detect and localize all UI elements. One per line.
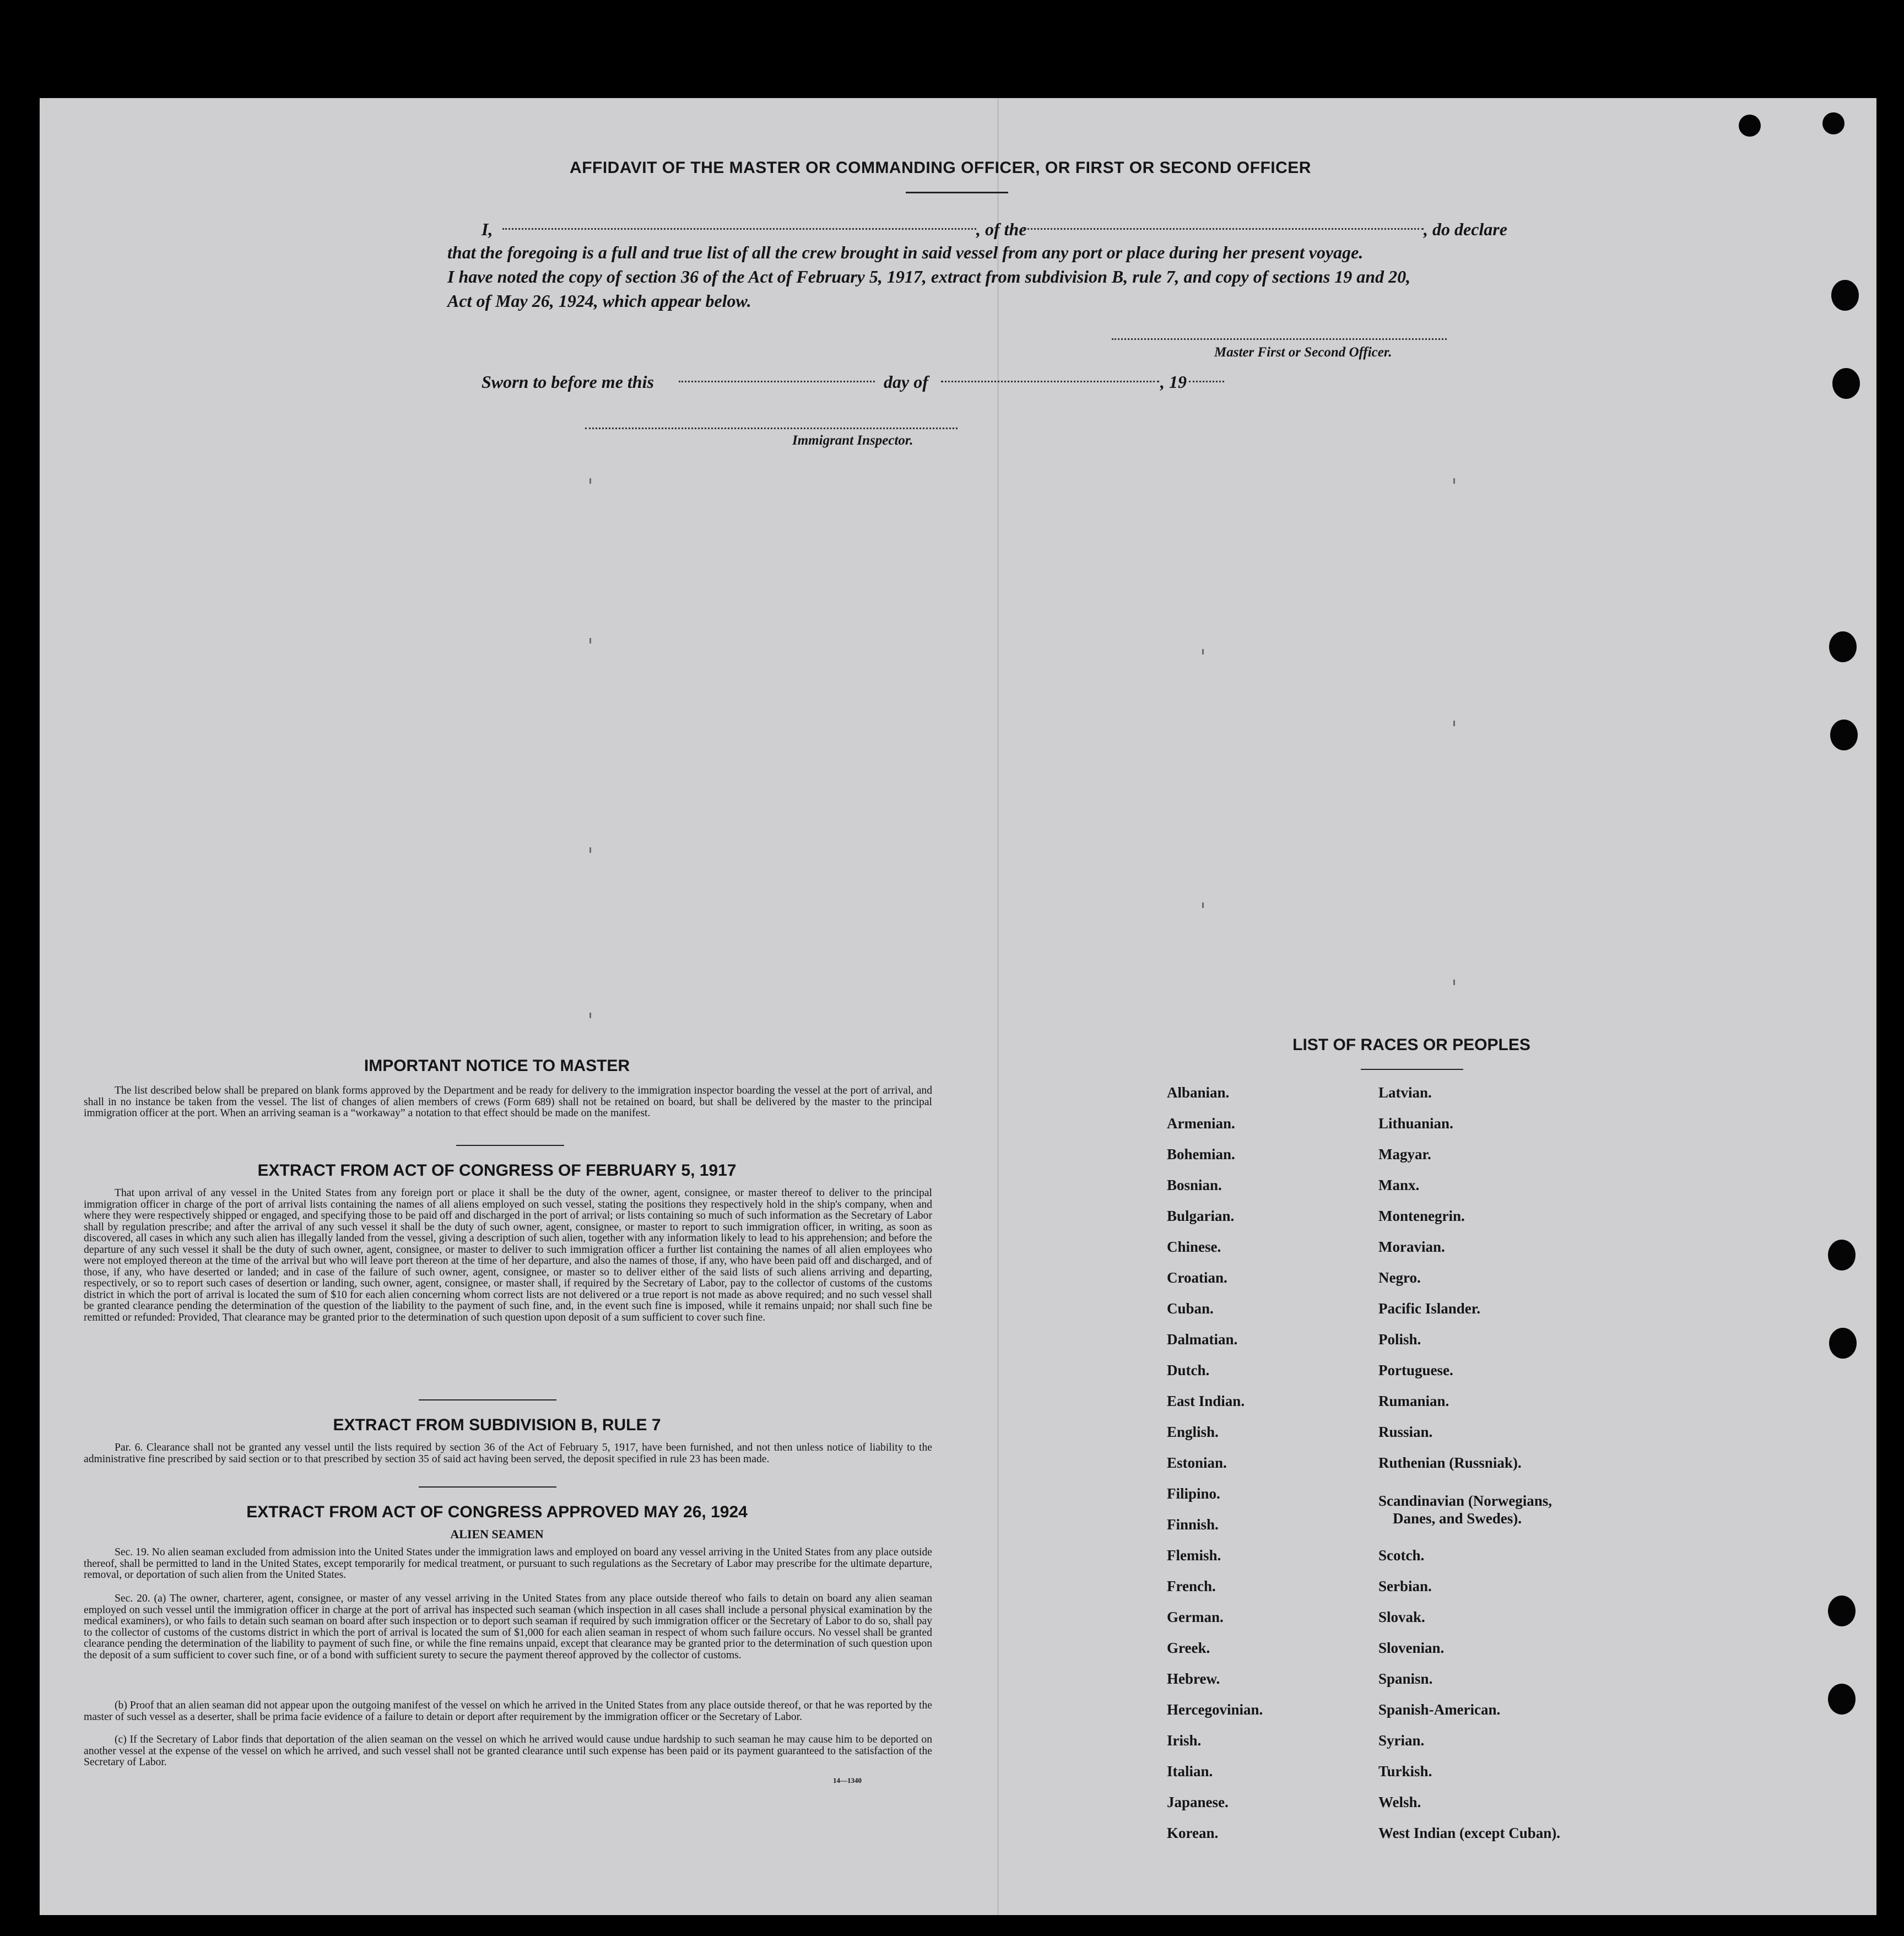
- race-item: Italian.: [1167, 1763, 1213, 1780]
- inspector-signature-field[interactable]: [585, 428, 958, 429]
- race-item: Negro.: [1378, 1269, 1421, 1286]
- extract-1917-title: EXTRACT FROM ACT OF CONGRESS OF FEBRUARY 5, 1917: [257, 1161, 737, 1180]
- race-item: Finnish.: [1167, 1516, 1219, 1533]
- of-the-label: , of the: [976, 219, 1027, 239]
- page-fold: [997, 98, 999, 1915]
- form-sheet: [40, 98, 1876, 1915]
- race-item: Rumanian.: [1378, 1393, 1449, 1409]
- subdivision-b-text: Par. 6. Clearance shall not be granted any vessel until the lists required by section 36 of the Act of February 5, 1917, have been furnished, and not then unless notice of liability to the administrative fine prescribed by said section or to that prescribed by section 35 of said act having been served, the deposit specified in rule 23 has been made.: [84, 1442, 932, 1465]
- race-item: Manx.: [1378, 1177, 1420, 1193]
- race-item: Korean.: [1167, 1825, 1219, 1841]
- sec-20b-text: (b) Proof that an alien seaman did not appear upon the outgoing manifest of the vessel on which he arrived in the United States from any place outside thereof, or that he was reported by the master of such vessel as a deserter, shall be prima facie evidence of a failure to detain or deport after requirement by the immigration officer or the Secretary of Labor.: [84, 1700, 932, 1723]
- race-item: Albanian.: [1167, 1084, 1230, 1101]
- column-marker: [1202, 649, 1204, 655]
- inspector-label: Immigrant Inspector.: [792, 433, 913, 448]
- affidavit-line-2: that the foregoing is a full and true list of all the crew brought in said vessel from any port or place during her present voyage.: [447, 242, 1364, 262]
- affidavit-line-4: Act of May 26, 1924, which appear below.: [447, 291, 751, 311]
- punch-hole: [1822, 112, 1844, 134]
- subdivision-b-title: EXTRACT FROM SUBDIVISION B, RULE 7: [333, 1416, 661, 1434]
- race-item: Armenian.: [1167, 1115, 1235, 1132]
- extract-1924-title: EXTRACT FROM ACT OF CONGRESS APPROVED MAY 26, 1924: [246, 1503, 748, 1521]
- column-marker: [589, 1013, 591, 1018]
- race-item: Estonian.: [1167, 1454, 1227, 1471]
- race-item: Flemish.: [1167, 1547, 1221, 1564]
- sec-20c-text: (c) If the Secretary of Labor finds that deportation of the alien seaman on the vessel on which he arrived would cause undue hardship to such seaman he may cause him to be deported on another vessel at the expense of the vessel on which he arrived, and such vessel shall not be granted clearance until such expense has been paid or its payment guaranteed to the satisfaction of the Secretary of Labor.: [84, 1734, 932, 1768]
- column-marker: [1453, 478, 1455, 484]
- race-item: Japanese.: [1167, 1794, 1229, 1810]
- race-item: French.: [1167, 1578, 1216, 1594]
- race-item: Irish.: [1167, 1732, 1202, 1749]
- year-label: , 19: [1160, 372, 1187, 392]
- race-item: Lithuanian.: [1378, 1115, 1453, 1132]
- race-item: German.: [1167, 1609, 1224, 1625]
- race-item: Hercegovinian.: [1167, 1701, 1263, 1718]
- race-item: Slovenian.: [1378, 1640, 1445, 1656]
- punch-hole: [1828, 1240, 1856, 1270]
- race-item: Latvian.: [1378, 1084, 1432, 1101]
- punch-hole: [1828, 1684, 1856, 1715]
- race-item: Montenegrin.: [1378, 1208, 1465, 1224]
- column-marker: [1202, 902, 1204, 908]
- column-marker: [1453, 980, 1455, 985]
- section-rule: [456, 1145, 564, 1146]
- notice-title: IMPORTANT NOTICE TO MASTER: [364, 1057, 630, 1075]
- affidavit-line-3: I have noted the copy of section 36 of the Act of February 5, 1917, extract from subdivision B, rule 7, and copy of sections 19 and 20,: [447, 267, 1411, 286]
- race-item: Filipino.: [1167, 1485, 1220, 1502]
- master-signature-field[interactable]: [1112, 338, 1447, 340]
- race-item: Dutch.: [1167, 1362, 1210, 1378]
- punch-hole: [1832, 368, 1860, 399]
- race-item: Croatian.: [1167, 1269, 1227, 1286]
- race-item: Welsh.: [1378, 1794, 1421, 1810]
- race-item: Greek.: [1167, 1640, 1210, 1656]
- column-marker: [589, 478, 591, 484]
- race-item: Cuban.: [1167, 1300, 1214, 1317]
- punch-hole: [1828, 1596, 1856, 1626]
- do-declare-label: , do declare: [1424, 219, 1507, 239]
- extract-1917-text: That upon arrival of any vessel in the United States from any foreign port or place it shall be the duty of the owner, agent, consignee, or master thereof to deliver to the principal immigration officer in charge of the port of arrival lists containing the names of all aliens employed on such vessel, stating the positions they respectively hold in the ship's company, when and where they were respectively shipped or engaged, and specifying those to be paid off and discharged in the port of arrival; or lists containing so much of such information as the Secretary of Labor shall by regulation prescribe; and after the arrival of any such vessel it shall be the duty of such owner, agent, consignee, or master to report to such immigration officer, in writing, as soon as discovered, all cases in which any such alien has illegally landed from the vessel, giving a description of such alien, together with any information likely to lead to his apprehension; and before the departure of any such vessel it shall be the duty of such owner, agent, consignee, or master to deliver to such immigration officer a further list containing the names of all alien employees who were not employed thereon at the time of the arrival but who will leave port thereon at the time of her departure, and also the names of those, if any, who have been paid off and discharged, and of those, if any, who have deserted or landed; and in case of the failure of such owner, agent, consignee, or master so to deliver either of the said lists of such aliens arriving and departing, respectively, or so to report such cases of desertion or landing, such owner, agent, consignee, or master shall, if required by the Secretary of Labor, pay to the collector of customs of the customs district in which the port of arrival is located the sum of $10 for each alien concerning whom correct lists are not delivered or a true report is not made as above required; and no such vessel shall be granted clearance pending the determination of the question of the liability to the payment of such fine, and, in the event such fine is imposed, while it remains unpaid; nor shall such fine be remitted or refunded: Provided, That clearance may be granted prior to the determination of such question upon deposit of a sum sufficient to cover such fine.: [84, 1187, 932, 1323]
- form-number: 14—1340: [833, 1776, 862, 1784]
- race-item: Turkish.: [1378, 1763, 1432, 1780]
- sec-19-text: Sec. 19. No alien seaman excluded from admission into the United States under the immigration laws and employed on board any vessel arriving in the United States from any place outside thereof, shall be permitted to land in the United States, except temporarily for medical treatment, or pursuant to such regulations as the Secretary of Labor may prescribe for the ultimate departure, removal, or deportation of such alien from the United States.: [84, 1546, 932, 1581]
- race-item: Spanish-American.: [1378, 1701, 1501, 1718]
- race-item: West Indian (except Cuban).: [1378, 1825, 1561, 1841]
- race-item: Russian.: [1378, 1424, 1433, 1440]
- sworn-label: Sworn to before me this: [482, 372, 654, 392]
- race-item: Ruthenian (Russniak).: [1378, 1454, 1522, 1471]
- column-marker: [589, 847, 591, 853]
- day-of-label: day of: [884, 372, 928, 392]
- section-rule: [419, 1486, 556, 1488]
- section-rule: [419, 1399, 556, 1400]
- punch-hole: [1739, 115, 1761, 137]
- notice-text: The list described below shall be prepared on blank forms approved by the Department and be ready for delivery to the immigration inspector boarding the vessel at the port of arrival, and shall in no instance be taken from the vessel. The list of changes of alien members of crews (Form 689) shall not be retained on board, but shall be delivered by the master to the principal immigration officer at the port. When an arriving seaman is a “workaway” a notation to that effect should be made on the manifest.: [84, 1085, 932, 1119]
- master-signature-label: Master First or Second Officer.: [1214, 345, 1392, 360]
- race-item: Portuguese.: [1378, 1362, 1453, 1378]
- affidavit-i-label: I,: [482, 219, 493, 239]
- race-item: Bohemian.: [1167, 1146, 1235, 1162]
- race-item: Syrian.: [1378, 1732, 1425, 1749]
- affidavit-title: AFFIDAVIT OF THE MASTER OR COMMANDING OFFICER, OR FIRST OR SECOND OFFICER: [570, 159, 1311, 177]
- punch-hole: [1831, 280, 1859, 311]
- title-rule: [906, 192, 1008, 193]
- race-item: Hebrew.: [1167, 1670, 1220, 1687]
- race-item: English.: [1167, 1424, 1219, 1440]
- races-title: LIST OF RACES OR PEOPLES: [1292, 1036, 1530, 1054]
- race-item: Chinese.: [1167, 1239, 1221, 1255]
- sworn-year-field[interactable]: [1189, 381, 1224, 382]
- race-item: Spanisn.: [1378, 1670, 1433, 1687]
- alien-seamen-subtitle: ALIEN SEAMEN: [450, 1527, 544, 1541]
- race-item: Magyar.: [1378, 1146, 1431, 1162]
- race-item: East Indian.: [1167, 1393, 1245, 1409]
- race-item: Moravian.: [1378, 1239, 1445, 1255]
- race-item: Pacific Islander.: [1378, 1300, 1480, 1317]
- races-title-rule: [1361, 1069, 1463, 1070]
- column-marker: [589, 638, 591, 643]
- vessel-field[interactable]: [1024, 228, 1424, 230]
- race-item: Scandinavian (Norwegians,: [1378, 1492, 1553, 1509]
- race-item: Scotch.: [1378, 1547, 1425, 1564]
- punch-hole: [1830, 720, 1858, 750]
- race-item: Danes, and Swedes).: [1393, 1510, 1522, 1527]
- sworn-day-field[interactable]: [679, 381, 875, 382]
- race-item: Slovak.: [1378, 1609, 1425, 1625]
- race-item: Serbian.: [1378, 1578, 1432, 1594]
- sworn-month-field[interactable]: [941, 381, 1159, 382]
- race-item: Bosnian.: [1167, 1177, 1222, 1193]
- name-field[interactable]: [502, 228, 976, 230]
- race-item: Dalmatian.: [1167, 1331, 1238, 1348]
- race-item: Bulgarian.: [1167, 1208, 1235, 1224]
- sec-20a-text: Sec. 20. (a) The owner, charterer, agent, consignee, or master of any vessel arriving in the United States from any place outside thereof who fails to detain on board any alien seaman employed on such vessel until the immigration officer in charge at the port of arrival has inspected such seaman (which inspection in all cases shall include a personal physical examination by the medical examiners), or who fails to detain such seaman on board after such inspection or to deport such seaman if required by such immigration officer or the Secretary of Labor to do so, shall pay to the collector of customs of the customs district in which the port of arrival is located the sum of $1,000 for each alien seaman in respect of whom such failure occurs. No vessel shall be granted clearance pending the determination of the liability to payment of such fine, or while the fine remains unpaid, except that clearance may be granted prior to the determination of such question upon the deposit of a sum sufficient to cover such fine, or of a bond with sufficient surety to secure the payment thereof approved by the collector of customs.: [84, 1593, 932, 1661]
- column-marker: [1453, 721, 1455, 726]
- race-item: Polish.: [1378, 1331, 1421, 1348]
- punch-hole: [1829, 1328, 1857, 1359]
- punch-hole: [1829, 631, 1857, 662]
